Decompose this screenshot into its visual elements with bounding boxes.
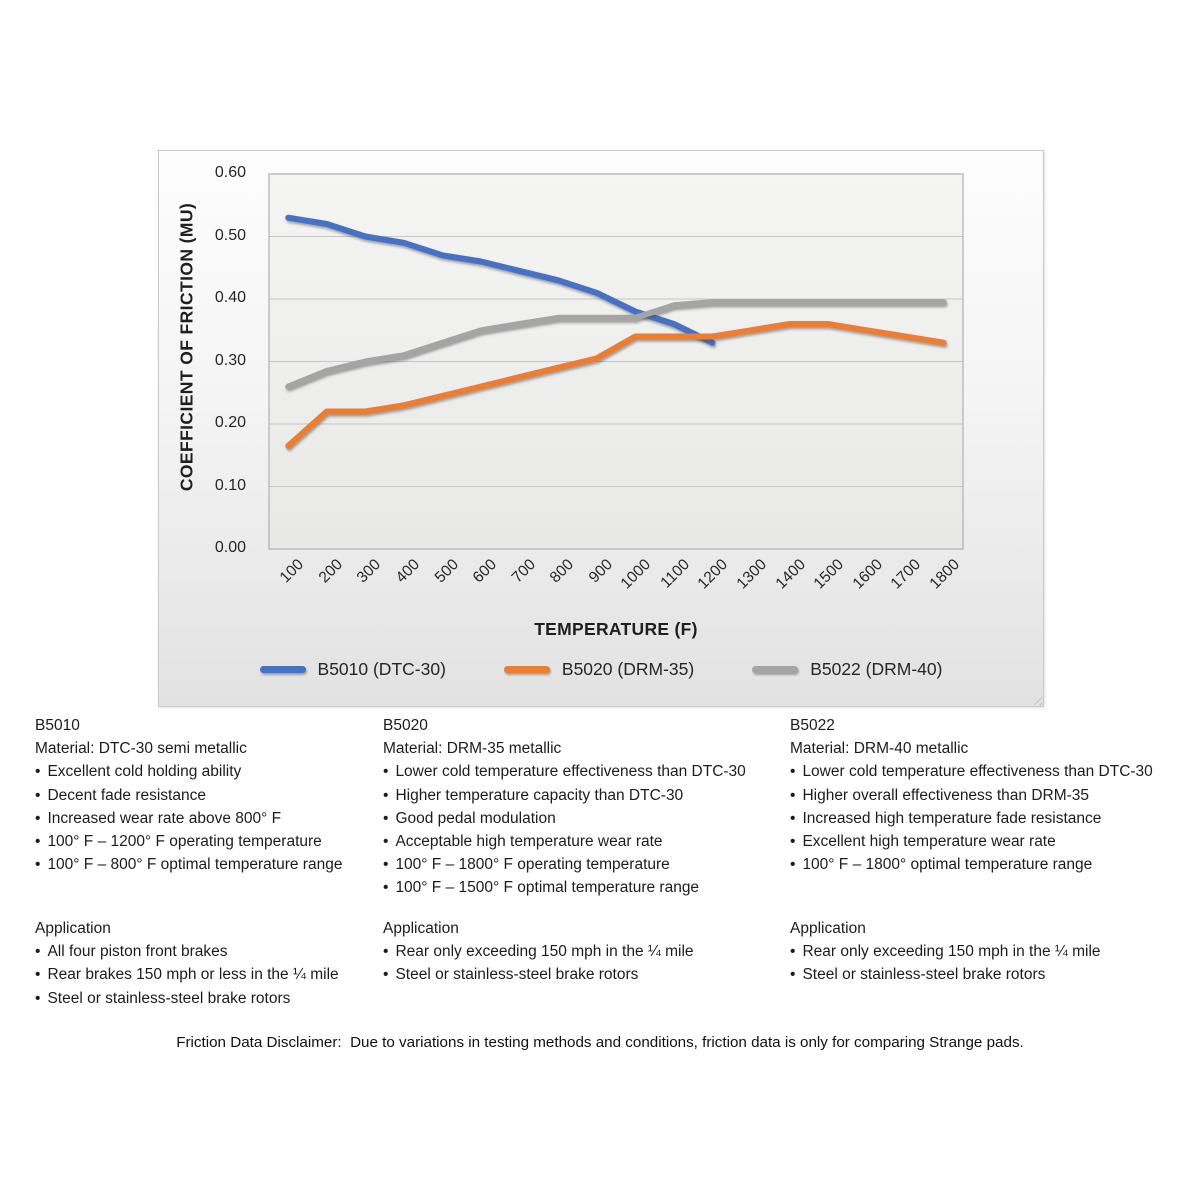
feature-item (790, 807, 1198, 830)
feature-text: 100° F – 1800° F operating temperature (395, 856, 670, 874)
bullet-icon: • (383, 763, 389, 781)
feature-item (383, 853, 788, 876)
feature-item (383, 760, 788, 783)
y-axis-title: COEFFICIENT OF FRICTION (MU) (176, 202, 197, 492)
x-tick-label: 1600 (849, 556, 886, 593)
x-tick-label: 400 (392, 556, 423, 587)
feature-text: 100° F – 1500° F optimal temperature range (395, 879, 700, 897)
application-list (790, 940, 1101, 986)
y-tick-label: 0.50 (214, 226, 246, 244)
application-text: Steel or stainless-steel brake rotors (47, 989, 291, 1007)
application-item (383, 963, 694, 986)
feature-item (35, 760, 380, 783)
bullet-icon: • (35, 786, 41, 804)
application-text: Steel or stainless-steel brake rotors (395, 966, 639, 984)
x-tick-label: 900 (585, 556, 616, 587)
feature-item (790, 853, 1198, 876)
application-text: Rear only exceeding 150 mph in the ¼ mile (395, 943, 694, 961)
feature-text: Lower cold temperature effectiveness than DTC-30 (802, 763, 1153, 781)
y-tick-label: 0.30 (214, 351, 246, 369)
feature-text: 100° F – 1800° optimal temperature range (802, 856, 1093, 874)
bullet-icon: • (790, 833, 796, 851)
feature-text: Good pedal modulation (395, 809, 556, 827)
legend-item (504, 659, 694, 680)
feature-list (35, 760, 380, 876)
feature-item (383, 830, 788, 853)
product-code: B5010 (35, 717, 80, 734)
feature-list (383, 760, 788, 899)
legend-line-swatch (260, 666, 306, 673)
application-item (383, 940, 694, 963)
application-text: Rear only exceeding 150 mph in the ¼ mile (802, 943, 1101, 961)
friction-chart (158, 150, 1044, 707)
feature-item (790, 830, 1198, 853)
bullet-icon: • (35, 943, 41, 961)
bullet-icon: • (35, 856, 41, 874)
feature-list (790, 760, 1198, 876)
feature-item (383, 807, 788, 830)
y-tick-label: 0.40 (214, 289, 246, 306)
feature-text: Excellent high temperature wear rate (802, 833, 1056, 851)
feature-text: Lower cold temperature effectiveness than DTC-30 (395, 763, 746, 781)
x-tick-label: 700 (508, 556, 539, 587)
legend-label: B5010 (DTC-30) (317, 659, 446, 679)
feature-text: Excellent cold holding ability (47, 763, 242, 781)
legend-item (752, 659, 942, 680)
legend-line-swatch (504, 666, 550, 673)
feature-text: Decent fade resistance (47, 786, 206, 804)
spec-column-3 (790, 714, 1198, 1014)
application-title: Application (383, 920, 459, 937)
y-tick-label: 0.00 (214, 539, 246, 556)
bullet-icon: • (790, 856, 796, 874)
y-tick-label: 0.20 (214, 414, 246, 431)
application-block (35, 917, 339, 1010)
x-tick-label: 1700 (887, 556, 925, 593)
x-tick-label: 100 (277, 556, 308, 587)
application-item (35, 987, 339, 1010)
bullet-icon: • (383, 879, 389, 897)
application-item (790, 963, 1101, 986)
product-code: B5020 (383, 717, 428, 734)
feature-text: Increased high temperature fade resistance (802, 809, 1102, 827)
legend-label: B5022 (DRM-40) (810, 659, 943, 679)
application-text: Rear brakes 150 mph or less in the ¼ mile (47, 966, 339, 984)
legend-line-swatch (752, 666, 798, 673)
application-item (35, 940, 339, 963)
bullet-icon: • (383, 786, 389, 804)
x-tick-label: 600 (469, 556, 501, 587)
chart-legend (159, 659, 1043, 680)
bullet-icon: • (35, 809, 41, 827)
feature-item (383, 784, 788, 807)
material-line: Material: DRM-35 metallic (383, 740, 562, 758)
y-tick-label: 0.10 (214, 476, 246, 494)
x-tick-label: 1200 (695, 556, 732, 593)
legend-label: B5020 (DRM-35) (561, 659, 695, 679)
x-axis-title: TEMPERATURE (F) (534, 619, 698, 639)
bullet-icon: • (383, 943, 389, 961)
disclaimer-text: Friction Data Disclaimer: Due to variations in testing methods and conditions, friction data is only for comparing Strange pads. (176, 1034, 1024, 1051)
feature-item (383, 876, 788, 899)
spec-column-2 (383, 714, 788, 1014)
x-tick-label: 1500 (810, 556, 848, 593)
x-tick-label: 1100 (657, 556, 693, 592)
feature-text: Higher overall effectiveness than DRM-35 (802, 786, 1090, 804)
feature-text: Higher temperature capacity than DTC-30 (395, 786, 684, 804)
application-text: All four piston front brakes (47, 943, 228, 961)
bullet-icon: • (790, 809, 796, 827)
feature-text: 100° F – 800° F optimal temperature range (47, 856, 343, 874)
application-block (383, 917, 694, 987)
bullet-icon: • (383, 856, 389, 874)
feature-text: Increased wear rate above 800° F (47, 809, 282, 827)
feature-text: Acceptable high temperature wear rate (395, 833, 663, 851)
bullet-icon: • (790, 786, 796, 804)
bullet-icon: • (383, 833, 389, 851)
x-tick-label: 300 (354, 556, 385, 587)
feature-item (35, 807, 380, 830)
bullet-icon: • (383, 809, 389, 827)
application-list (383, 940, 694, 986)
x-tick-label: 500 (431, 556, 462, 587)
material-line: Material: DRM-40 metallic (790, 740, 969, 758)
x-tick-label: 1000 (617, 556, 655, 593)
x-tick-label: 1300 (733, 556, 770, 593)
x-tick-label: 1800 (926, 556, 963, 593)
feature-item (35, 853, 380, 876)
bullet-icon: • (35, 966, 41, 984)
feature-item (790, 784, 1198, 807)
bullet-icon: • (790, 943, 796, 961)
bullet-icon: • (383, 966, 389, 984)
application-item (35, 963, 339, 986)
feature-item (35, 784, 380, 807)
application-item (790, 940, 1101, 963)
x-tick-label: 800 (546, 556, 578, 587)
spec-column-1 (35, 714, 380, 1014)
application-list (35, 940, 339, 1010)
feature-text: 100° F – 1200° F operating temperature (47, 833, 322, 851)
bullet-icon: • (35, 989, 41, 1007)
x-tick-label: 1400 (772, 556, 809, 593)
material-line: Material: DTC-30 semi metallic (35, 740, 247, 758)
bullet-icon: • (35, 833, 41, 851)
legend-item (260, 659, 446, 680)
application-block (790, 917, 1101, 987)
bullet-icon: • (35, 763, 41, 781)
bullet-icon: • (790, 763, 796, 781)
application-text: Steel or stainless-steel brake rotors (802, 966, 1046, 984)
bullet-icon: • (790, 966, 796, 984)
y-tick-label: 0.60 (214, 164, 246, 181)
application-title: Application (790, 920, 866, 937)
feature-item (790, 760, 1198, 783)
feature-item (35, 830, 380, 853)
x-tick-label: 200 (315, 556, 346, 587)
product-code: B5022 (790, 717, 835, 734)
application-title: Application (35, 920, 111, 937)
